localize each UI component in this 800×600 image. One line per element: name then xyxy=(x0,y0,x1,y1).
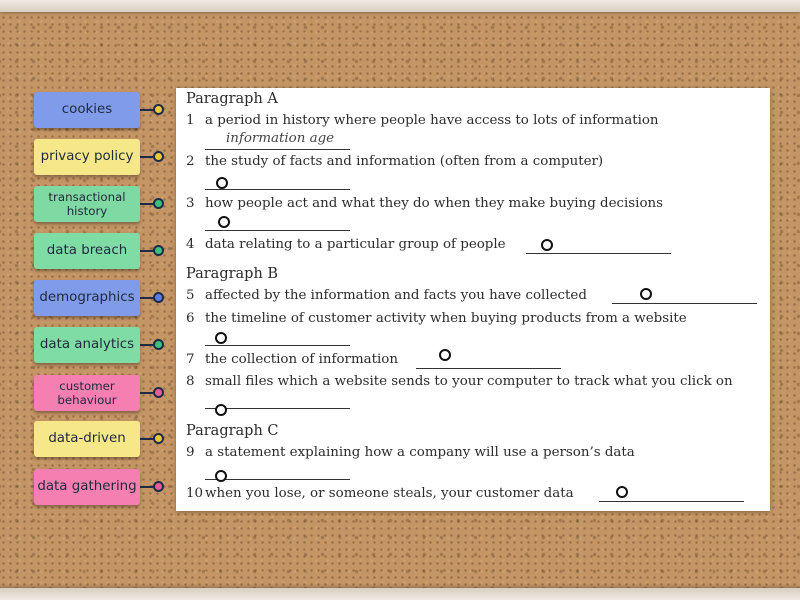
tag-row-data-gathering xyxy=(34,469,174,507)
tag-cookies[interactable]: cookies xyxy=(34,92,140,128)
question-4-text: data relating to a particular group of people xyxy=(205,237,506,252)
tag-customer-behaviour[interactable]: customer behaviour xyxy=(34,375,140,411)
worksheet xyxy=(176,88,770,511)
tag-row-customer-behaviour xyxy=(34,375,174,413)
tag-connector xyxy=(140,392,154,394)
question-5-text: affected by the information and facts you have collected xyxy=(205,288,587,303)
answer-blank-4 xyxy=(526,253,671,254)
tag-connector xyxy=(140,344,154,346)
tag-data-gathering[interactable]: data gathering xyxy=(34,469,140,505)
tag-row-data-breach xyxy=(34,233,174,271)
drop-target-4[interactable] xyxy=(541,239,553,251)
tag-node xyxy=(153,245,164,256)
paragraph-c-heading: Paragraph C xyxy=(186,423,279,439)
question-number: 6 xyxy=(186,311,195,326)
tag-node xyxy=(153,433,164,444)
question-9-text: a statement explaining how a company will use a person’s data xyxy=(205,445,635,460)
drop-target-5[interactable] xyxy=(640,288,652,300)
tag-connector xyxy=(140,250,154,252)
tag-row-data-analytics xyxy=(34,327,174,365)
drop-target-9[interactable] xyxy=(215,470,227,482)
answer-blank-10 xyxy=(599,501,744,502)
answer-blank-6 xyxy=(205,345,350,346)
tag-connector xyxy=(140,438,154,440)
answer-blank-9 xyxy=(205,479,350,480)
tag-row-demographics xyxy=(34,280,174,318)
tag-node xyxy=(153,481,164,492)
question-3-text: how people act and what they do when they make buying decisions xyxy=(205,196,664,211)
board-frame-bottom xyxy=(0,588,800,600)
drop-target-10[interactable] xyxy=(616,486,628,498)
question-6-text: the timeline of customer activity when buying products from a website xyxy=(205,311,687,326)
answer-blank-1 xyxy=(205,149,350,150)
question-1-text: a period in history where people have access to lots of information xyxy=(205,113,659,128)
question-number: 10 xyxy=(186,486,204,501)
tag-node xyxy=(153,151,164,162)
question-7-text: the collection of information xyxy=(205,352,398,367)
board-frame-top xyxy=(0,0,800,12)
tag-connector xyxy=(140,297,154,299)
answer-1-text: information age xyxy=(226,131,335,146)
tag-node xyxy=(153,104,164,115)
question-2-text: the study of facts and information (often from a computer) xyxy=(205,154,604,169)
question-number: 2 xyxy=(186,154,195,169)
drop-target-2[interactable] xyxy=(216,177,228,189)
tag-row-privacy-policy xyxy=(34,139,174,177)
question-8-text: small files which a website sends to your computer to track what you click on xyxy=(205,374,733,389)
question-number: 5 xyxy=(186,288,195,303)
drop-target-6[interactable] xyxy=(215,332,227,344)
drop-target-7[interactable] xyxy=(439,349,451,361)
drop-target-8[interactable] xyxy=(215,404,227,416)
tag-node xyxy=(153,339,164,350)
tag-connector xyxy=(140,203,154,205)
question-number: 9 xyxy=(186,445,195,460)
answer-blank-5 xyxy=(612,303,757,304)
question-number: 7 xyxy=(186,352,195,367)
tag-data-analytics[interactable]: data analytics xyxy=(34,327,140,363)
answer-blank-2 xyxy=(205,189,350,190)
question-number: 8 xyxy=(186,374,195,389)
question-number: 3 xyxy=(186,196,195,211)
answer-blank-7 xyxy=(416,368,561,369)
answer-blank-3 xyxy=(205,230,350,231)
tag-privacy-policy[interactable]: privacy policy xyxy=(34,139,140,175)
tag-demographics[interactable]: demographics xyxy=(34,280,140,316)
question-10-text: when you lose, or someone steals, your customer data xyxy=(205,486,574,501)
drop-target-3[interactable] xyxy=(218,216,230,228)
tag-row-cookies xyxy=(34,92,174,130)
tag-connector xyxy=(140,486,154,488)
question-number: 4 xyxy=(186,237,195,252)
question-number: 1 xyxy=(186,113,195,128)
tag-node xyxy=(153,198,164,209)
tag-data-driven[interactable]: data-driven xyxy=(34,421,140,457)
tag-connector xyxy=(140,109,154,111)
paragraph-a-heading: Paragraph A xyxy=(186,91,278,107)
tag-connector xyxy=(140,156,154,158)
paragraph-b-heading: Paragraph B xyxy=(186,266,279,282)
tag-row-transactional-history xyxy=(34,186,174,224)
tag-data-breach[interactable]: data breach xyxy=(34,233,140,269)
tag-transactional-history[interactable]: transactional history xyxy=(34,186,140,222)
tag-node xyxy=(153,292,164,303)
tag-node xyxy=(153,387,164,398)
tag-row-data-driven xyxy=(34,421,174,459)
